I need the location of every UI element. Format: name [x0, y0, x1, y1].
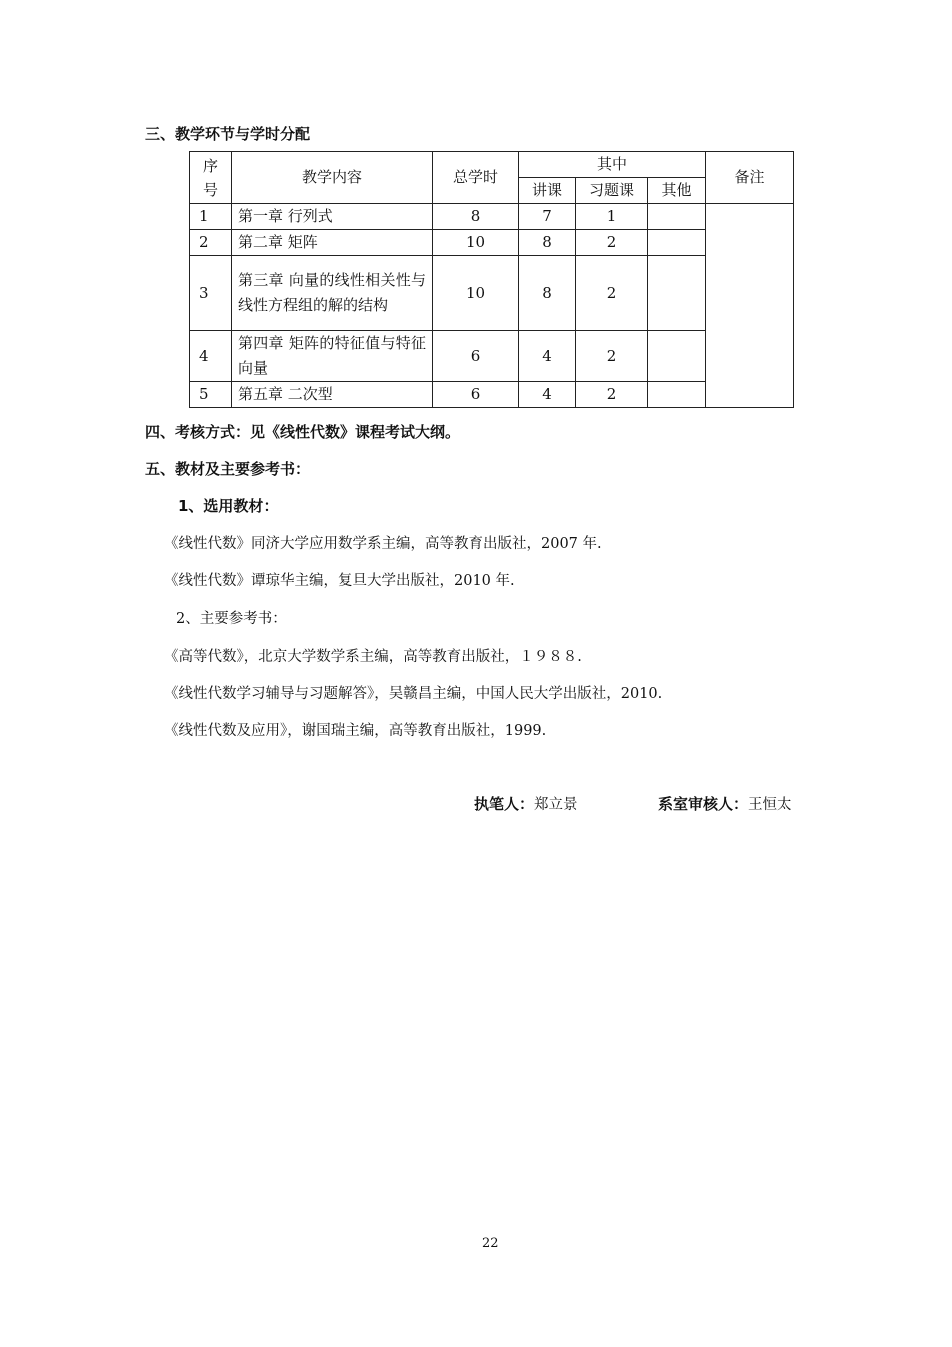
writer-label: 执笔人 — [474, 795, 520, 813]
header-total: 总学时 — [433, 152, 519, 204]
row-seq: 1 — [190, 204, 232, 230]
header-content: 教学内容 — [232, 152, 433, 204]
row-exercise: 2 — [576, 256, 648, 331]
header-exercise: 习题课 — [576, 178, 648, 204]
row-other — [648, 230, 706, 256]
section-5-title: 五、教材及主要参考书： — [145, 460, 311, 478]
reviewer-signature: 系室审核人：王恒太 — [658, 795, 792, 813]
references-heading: 2、主要参考书： — [176, 611, 287, 627]
row-other — [648, 382, 706, 408]
reference-item: 《高等代数》，北京大学数学系主编，高等教育出版社，１９８８. — [164, 649, 582, 665]
reference-item: 《线性代数及应用》，谢国瑞主编，高等教育出版社，1999. — [164, 723, 547, 739]
row-total: 6 — [433, 331, 519, 382]
header-remark: 备注 — [706, 152, 794, 204]
textbook-item: 《线性代数》谭琼华主编，复旦大学出版社，2010 年. — [164, 573, 515, 589]
row-seq: 3 — [190, 256, 232, 331]
row-total: 6 — [433, 382, 519, 408]
reviewer-name: 王恒太 — [748, 797, 792, 813]
row-lecture: 4 — [519, 331, 576, 382]
row-total: 8 — [433, 204, 519, 230]
row-content: 第一章 行列式 — [232, 204, 433, 230]
section-4-title: 四、考核方式：见《线性代数》课程考试大纲。 — [145, 423, 461, 441]
row-lecture: 8 — [519, 230, 576, 256]
section-3-title: 三、教学环节与学时分配 — [145, 125, 311, 143]
row-total: 10 — [433, 230, 519, 256]
header-seq: 序号 — [190, 152, 232, 204]
table-row — [190, 256, 794, 331]
row-seq: 4 — [190, 331, 232, 382]
reference-item: 《线性代数学习辅导与习题解答》，吴赣昌主编，中国人民大学出版社，2010. — [164, 686, 663, 702]
row-exercise: 2 — [576, 382, 648, 408]
header-lecture: 讲课 — [519, 178, 576, 204]
row-other — [648, 256, 706, 331]
table-row — [190, 204, 794, 230]
row-exercise: 2 — [576, 331, 648, 382]
row-seq: 5 — [190, 382, 232, 408]
row-lecture: 4 — [519, 382, 576, 408]
table-row — [190, 331, 794, 382]
row-content: 第二章 矩阵 — [232, 230, 433, 256]
row-exercise: 2 — [576, 230, 648, 256]
writer-name: 郑立景 — [534, 797, 578, 813]
header-among: 其中 — [519, 152, 706, 178]
row-content: 第五章 二次型 — [232, 382, 433, 408]
hours-table — [189, 151, 794, 408]
writer-signature: 执笔人：郑立景 — [474, 795, 578, 813]
row-lecture: 7 — [519, 204, 576, 230]
textbook-item: 《线性代数》同济大学应用数学系主编，高等教育出版社，2007 年. — [164, 536, 602, 552]
header-other: 其他 — [648, 178, 706, 204]
row-other — [648, 204, 706, 230]
row-exercise: 1 — [576, 204, 648, 230]
row-content: 第三章 向量的线性相关性与线性方程组的解的结构 — [232, 256, 433, 331]
table-row — [190, 230, 794, 256]
row-other — [648, 331, 706, 382]
page-number: 22 — [482, 1236, 499, 1251]
row-content: 第四章 矩阵的特征值与特征向量 — [232, 331, 433, 382]
row-total: 10 — [433, 256, 519, 331]
row-seq: 2 — [190, 230, 232, 256]
remark-cell — [706, 204, 794, 408]
table-row — [190, 382, 794, 408]
reviewer-label: 系室审核人 — [658, 795, 734, 813]
row-lecture: 8 — [519, 256, 576, 331]
textbooks-heading: 1、选用教材： — [178, 497, 279, 515]
